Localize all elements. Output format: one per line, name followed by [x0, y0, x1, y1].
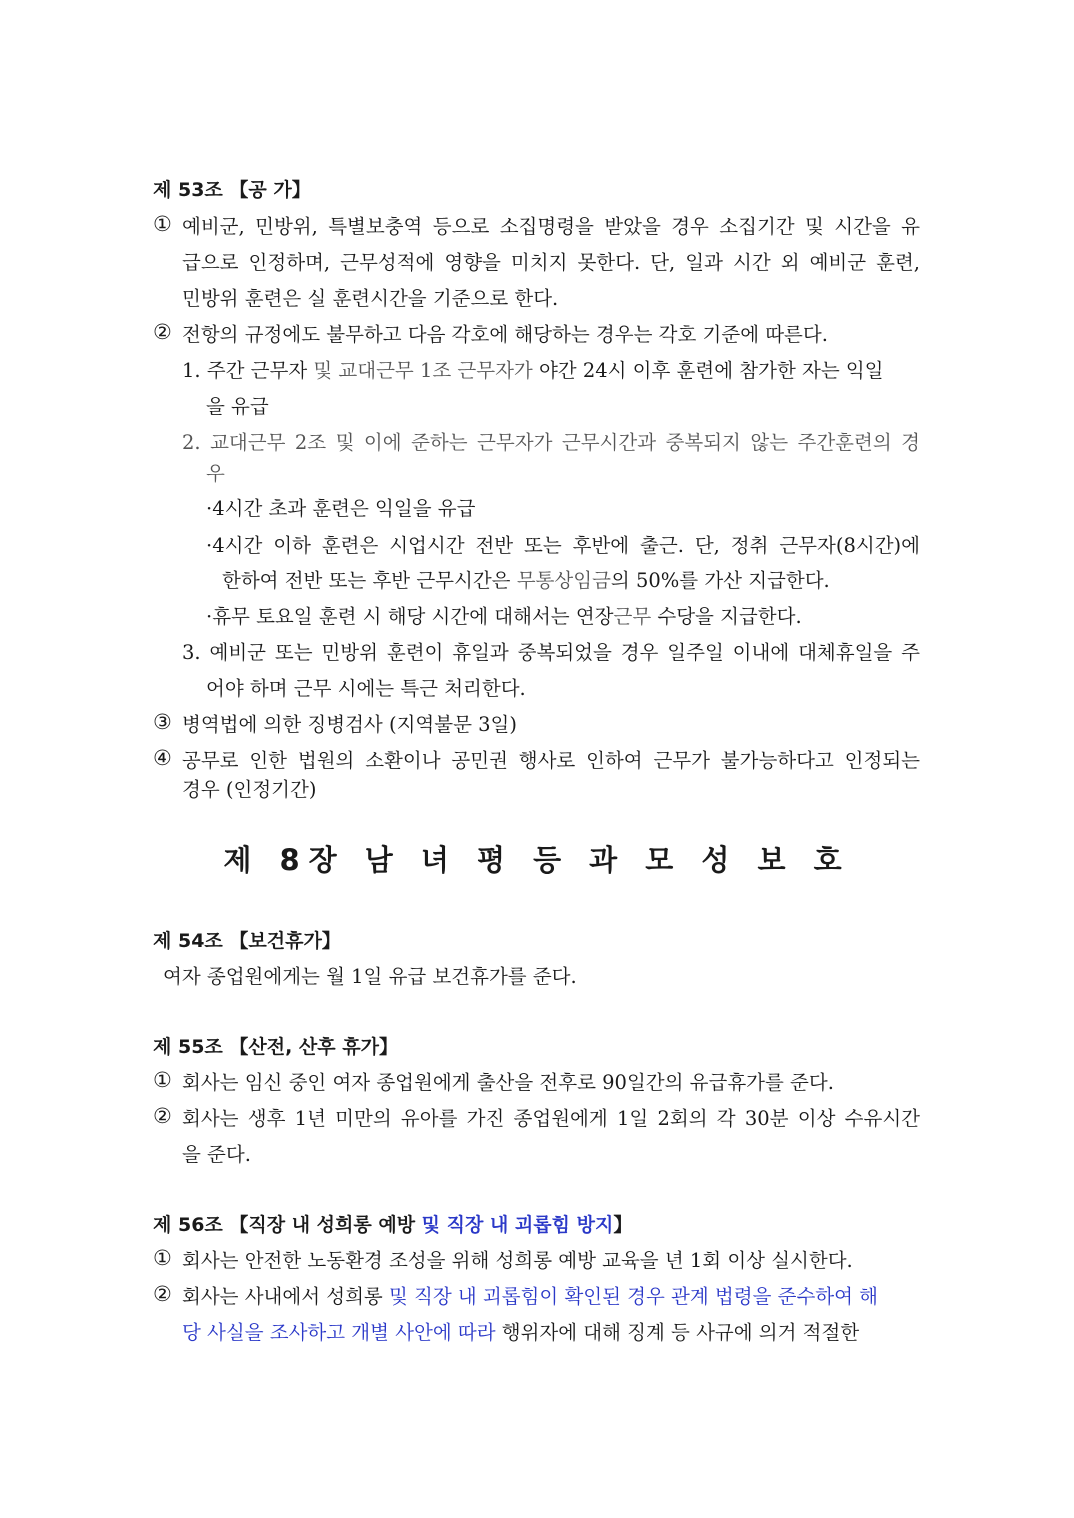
article-53-p3: 병역법에 의한 징병검사 (지역불문 3일) — [182, 713, 517, 736]
article-53-item2-line1: 2. 교대근무 2조 및 이에 준하는 근무자가 근무시간과 중복되지 않는 주간훈련의 경 — [182, 431, 920, 454]
article-56-title-b: 및 직장 내 괴롭힘 방지 — [421, 1214, 614, 1236]
article-53-title: 제 53조 【공 가】 — [153, 179, 311, 201]
bullet3-text-b: 근무 — [613, 605, 652, 628]
paragraph-marker: ① — [153, 212, 172, 236]
article-56-p2-line1 — [182, 1283, 878, 1311]
article-53-bullet2-line2 — [222, 567, 830, 595]
article-56-p1: 회사는 안전한 노동환경 조성을 위해 성희롱 예방 교육을 년 1회 이상 실시한다. — [182, 1249, 853, 1272]
article-55-p2-line2: 을 준다. — [182, 1143, 251, 1166]
item1-text-a: 1. 주간 근무자 — [182, 359, 314, 382]
article-53-item1-line2: 을 유급 — [206, 395, 269, 418]
article-53-p1-line3: 민방위 훈련은 실 훈련시간을 기준으로 한다. — [182, 287, 559, 310]
bullet2-text-a: 한하여 전반 또는 후반 근무시간은 — [222, 569, 517, 592]
paragraph-marker: ② — [153, 320, 172, 344]
chapter-title: 제 8장 남 녀 평 등 과 모 성 보 호 — [223, 843, 851, 877]
paragraph-marker: ① — [153, 1068, 172, 1092]
article-56-p2-line1-a: 회사는 사내에서 성희롱 — [182, 1285, 389, 1308]
article-53-item3-line2: 어야 하며 근무 시에는 특근 처리한다. — [206, 677, 526, 700]
paragraph-marker: ④ — [153, 746, 172, 770]
article-53-p1-line2: 급으로 인정하며, 근무성적에 영향을 미치지 못한다. 단, 일과 시간 외 예비군 훈련, — [182, 251, 920, 274]
bullet2-text-b: 무통상임금 — [516, 569, 611, 592]
article-56-title-c: 】 — [613, 1214, 633, 1236]
article-53-item3-line1: 3. 예비군 또는 민방위 훈련이 휴일과 중복되었을 경우 일주일 이내에 대체휴일을 주 — [182, 641, 920, 664]
article-54-body: 여자 종업원에게는 월 1일 유급 보건휴가를 준다. — [163, 965, 577, 988]
article-53-p2: 전항의 규정에도 불무하고 다음 각호에 해당하는 경우는 각호 기준에 따른다. — [182, 323, 828, 346]
article-53-bullet3 — [206, 603, 802, 631]
bullet3-text-a: ·휴무 토요일 훈련 시 해당 시간에 대해서는 연장 — [206, 605, 614, 628]
bullet2-text-c: 의 50%를 가산 지급한다. — [610, 569, 830, 592]
paragraph-marker: ② — [153, 1104, 172, 1128]
article-53-p4-line1: 공무로 인한 법원의 소환이나 공민권 행사로 인하여 근무가 불가능하다고 인정되는 — [182, 749, 920, 772]
article-53-item2-line2: 우 — [206, 462, 225, 485]
article-56-title — [153, 1211, 632, 1239]
article-53-p1-line1: 예비군, 민방위, 특별보충역 등으로 소집명령을 받았을 경우 소집기간 및 시간을 유 — [182, 215, 920, 238]
article-55-p1: 회사는 임신 중인 여자 종업원에게 출산을 전후로 90일간의 유급휴가를 준다. — [182, 1071, 834, 1094]
article-53-bullet2-line1: ·4시간 이하 훈련은 시업시간 전반 또는 후반에 출근. 단, 정취 근무자(8시간)에 — [206, 534, 920, 557]
article-54-title: 제 54조 【보건휴가】 — [153, 930, 341, 952]
paragraph-marker: ③ — [153, 710, 172, 734]
article-53-item1-line1 — [182, 357, 884, 385]
article-56-title-a: 제 56조 【직장 내 성희롱 예방 — [153, 1214, 422, 1236]
item1-text-c: 야간 24시 이후 훈련에 참가한 자는 익일 — [532, 359, 884, 382]
bullet3-text-c: 수당을 지급한다. — [651, 605, 802, 628]
article-56-p2-line1-b: 및 직장 내 괴롭힘이 확인된 경우 관계 법령을 준수하여 해 — [388, 1285, 879, 1308]
paragraph-marker: ② — [153, 1282, 172, 1306]
article-56-p2-line2 — [182, 1319, 859, 1347]
article-55-title: 제 55조 【산전, 산후 휴가】 — [153, 1036, 398, 1058]
item1-text-b: 및 교대근무 1조 근무자가 — [313, 359, 533, 382]
article-56-p2-line2-a: 당 사실을 조사하고 개별 사안에 따라 — [182, 1321, 496, 1344]
article-56-p2-line2-b: 행위자에 대해 징계 등 사규에 의거 적절한 — [495, 1321, 860, 1344]
article-53-bullet1: ·4시간 초과 훈련은 익일을 유급 — [206, 497, 476, 520]
paragraph-marker: ① — [153, 1246, 172, 1270]
article-53-p4-line2: 경우 (인정기간) — [182, 778, 317, 801]
article-55-p2-line1: 회사는 생후 1년 미만의 유아를 가진 종업원에게 1일 2회의 각 30분 이상 수유시간 — [182, 1107, 920, 1130]
